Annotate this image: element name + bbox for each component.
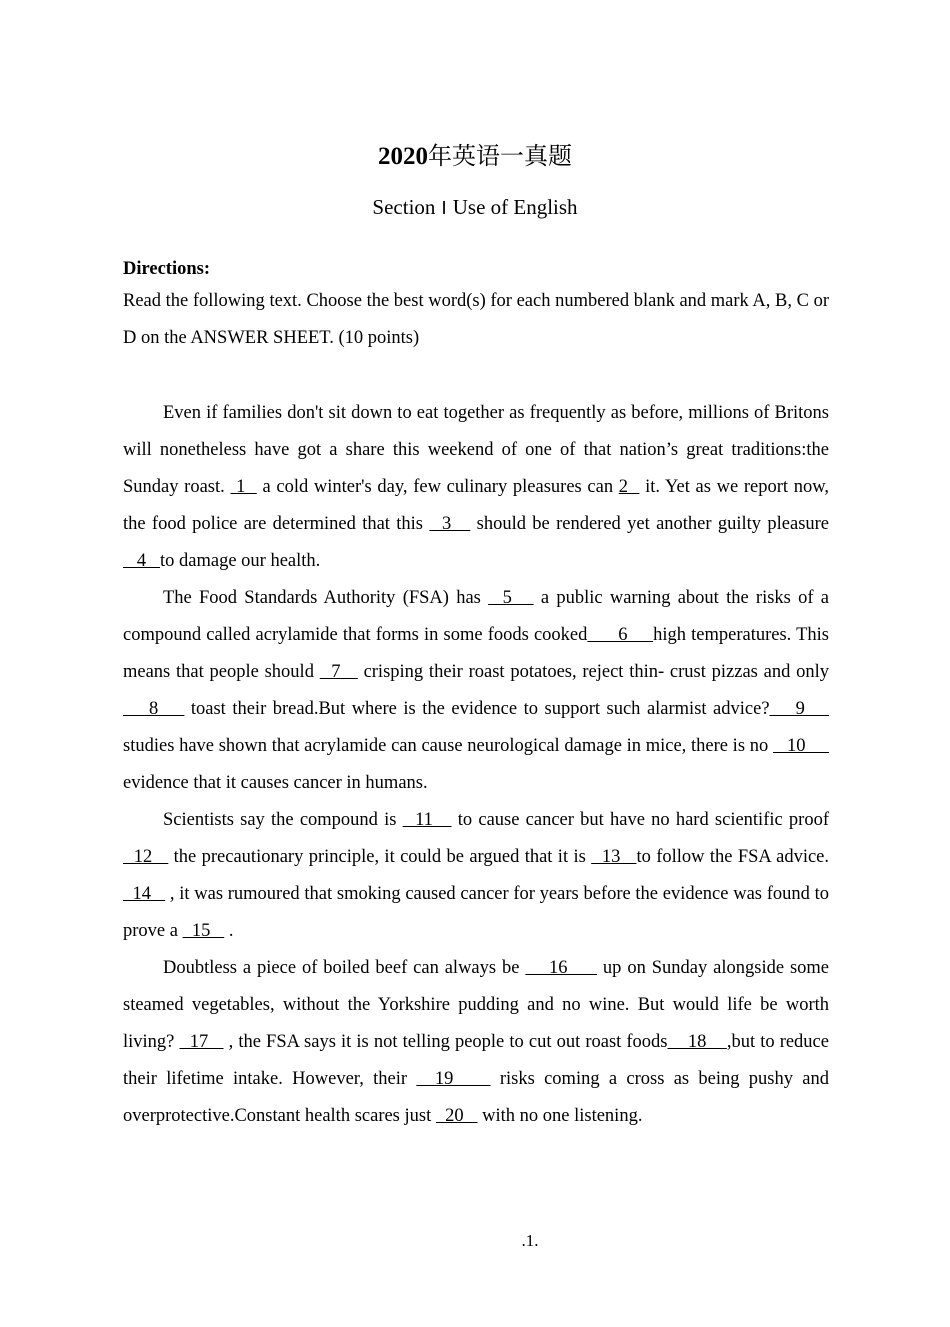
text-segment: the precautionary principle, it could be argued that it is (168, 847, 592, 867)
text-segment: ,but to reduce their lifetime intake. However, their (123, 1032, 829, 1089)
text-segment: . (224, 921, 234, 941)
text-segment: Even if families don't sit down to eat together as frequently as before, millions of Britons will nonetheless have got a share this weekend of one of that nation’s great traditions:the Sunday roast. (123, 403, 829, 497)
title-year: 2020 (378, 143, 428, 170)
text-segment: evidence that it causes cancer in humans. (123, 773, 428, 793)
paragraph-3 (123, 802, 829, 950)
text-segment: high temperatures. This means that people should (123, 625, 829, 682)
text-segment: should be rendered yet another guilty pleasure (470, 514, 830, 534)
blank-15: 15 (182, 921, 225, 941)
text-segment: it. Yet as we report now, the food police are determined that this (123, 477, 830, 534)
text-segment: Doubtless a piece of boiled beef can always be (163, 958, 526, 978)
blank-6: 6 (587, 625, 654, 645)
blank-18: 18 (667, 1032, 727, 1052)
paragraph-4 (123, 950, 829, 1135)
text-segment: toast their bread.But where is the evidence to support such alarmist advice? (184, 699, 770, 719)
text-segment: , it was rumoured that smoking caused cancer for years before the evidence was found to prove a (123, 884, 829, 941)
section-numeral: Ⅰ (441, 198, 447, 219)
cloze-passage (123, 395, 829, 1135)
section-heading (0, 195, 950, 220)
blank-20: 20 (435, 1106, 478, 1126)
page-title (0, 136, 950, 171)
blank-8: 8 (123, 699, 185, 719)
blank-5: 5 (488, 588, 534, 608)
paragraph-1 (123, 395, 829, 580)
blank-1: 1 (230, 477, 257, 497)
title-text: 年英语一真题 (428, 142, 572, 170)
directions-text: Read the following text. Choose the best word(s) for each numbered blank and mark A, B, C or D on the ANSWER SHEET. (10 points) (123, 291, 829, 348)
blank-2: 2 (618, 477, 640, 497)
blank-7: 7 (319, 662, 358, 682)
directions-label: Directions: (123, 259, 210, 279)
text-segment: a cold winter's day, few culinary pleasures can (256, 477, 619, 497)
paragraph-2 (123, 580, 829, 802)
text-segment: to damage our health. (160, 551, 321, 571)
text-segment: with no one listening. (477, 1106, 643, 1126)
text-segment: , the FSA says it is not telling people to cut out roast foods (223, 1032, 668, 1052)
blank-11: 11 (402, 810, 452, 830)
text-segment: studies have shown that acrylamide can cause neurological damage in mice, there is no (123, 736, 773, 756)
section-name: Use of English (452, 195, 578, 219)
text-segment: a public warning about the risks of a compound called acrylamide that forms in some foods cooked (123, 588, 830, 645)
text-segment: to cause cancer but have no hard scientific proof (451, 810, 829, 830)
text-segment: risks coming a cross as being pushy and overprotective.Constant health scares just (123, 1069, 829, 1126)
text-segment: The Food Standards Authority (FSA) has (163, 588, 489, 608)
document-body (123, 256, 829, 1135)
blank-3: 3 (429, 514, 471, 534)
text-segment: to follow the FSA advice. (636, 847, 830, 867)
text-segment: Scientists say the compound is (163, 810, 403, 830)
blank-17: 17 (179, 1032, 224, 1052)
text-segment: up on Sunday alongside some steamed vegetables, without the Yorkshire pudding and no wine. But would life be worth living? (123, 958, 830, 1052)
blank-10: 10 (772, 736, 830, 756)
blank-12: 12 (123, 847, 169, 867)
blank-14: 14 (123, 884, 166, 904)
page-number: .1. (521, 1231, 539, 1250)
blank-9: 9 (769, 699, 830, 719)
blank-4: 4 (123, 551, 160, 571)
blank-13: 13 (591, 847, 637, 867)
blank-19: 19 (416, 1069, 491, 1089)
section-word: Section (372, 195, 436, 219)
blank-16: 16 (525, 958, 598, 978)
text-segment: crisping their roast potatoes, reject thin- crust pizzas and only (357, 662, 829, 682)
